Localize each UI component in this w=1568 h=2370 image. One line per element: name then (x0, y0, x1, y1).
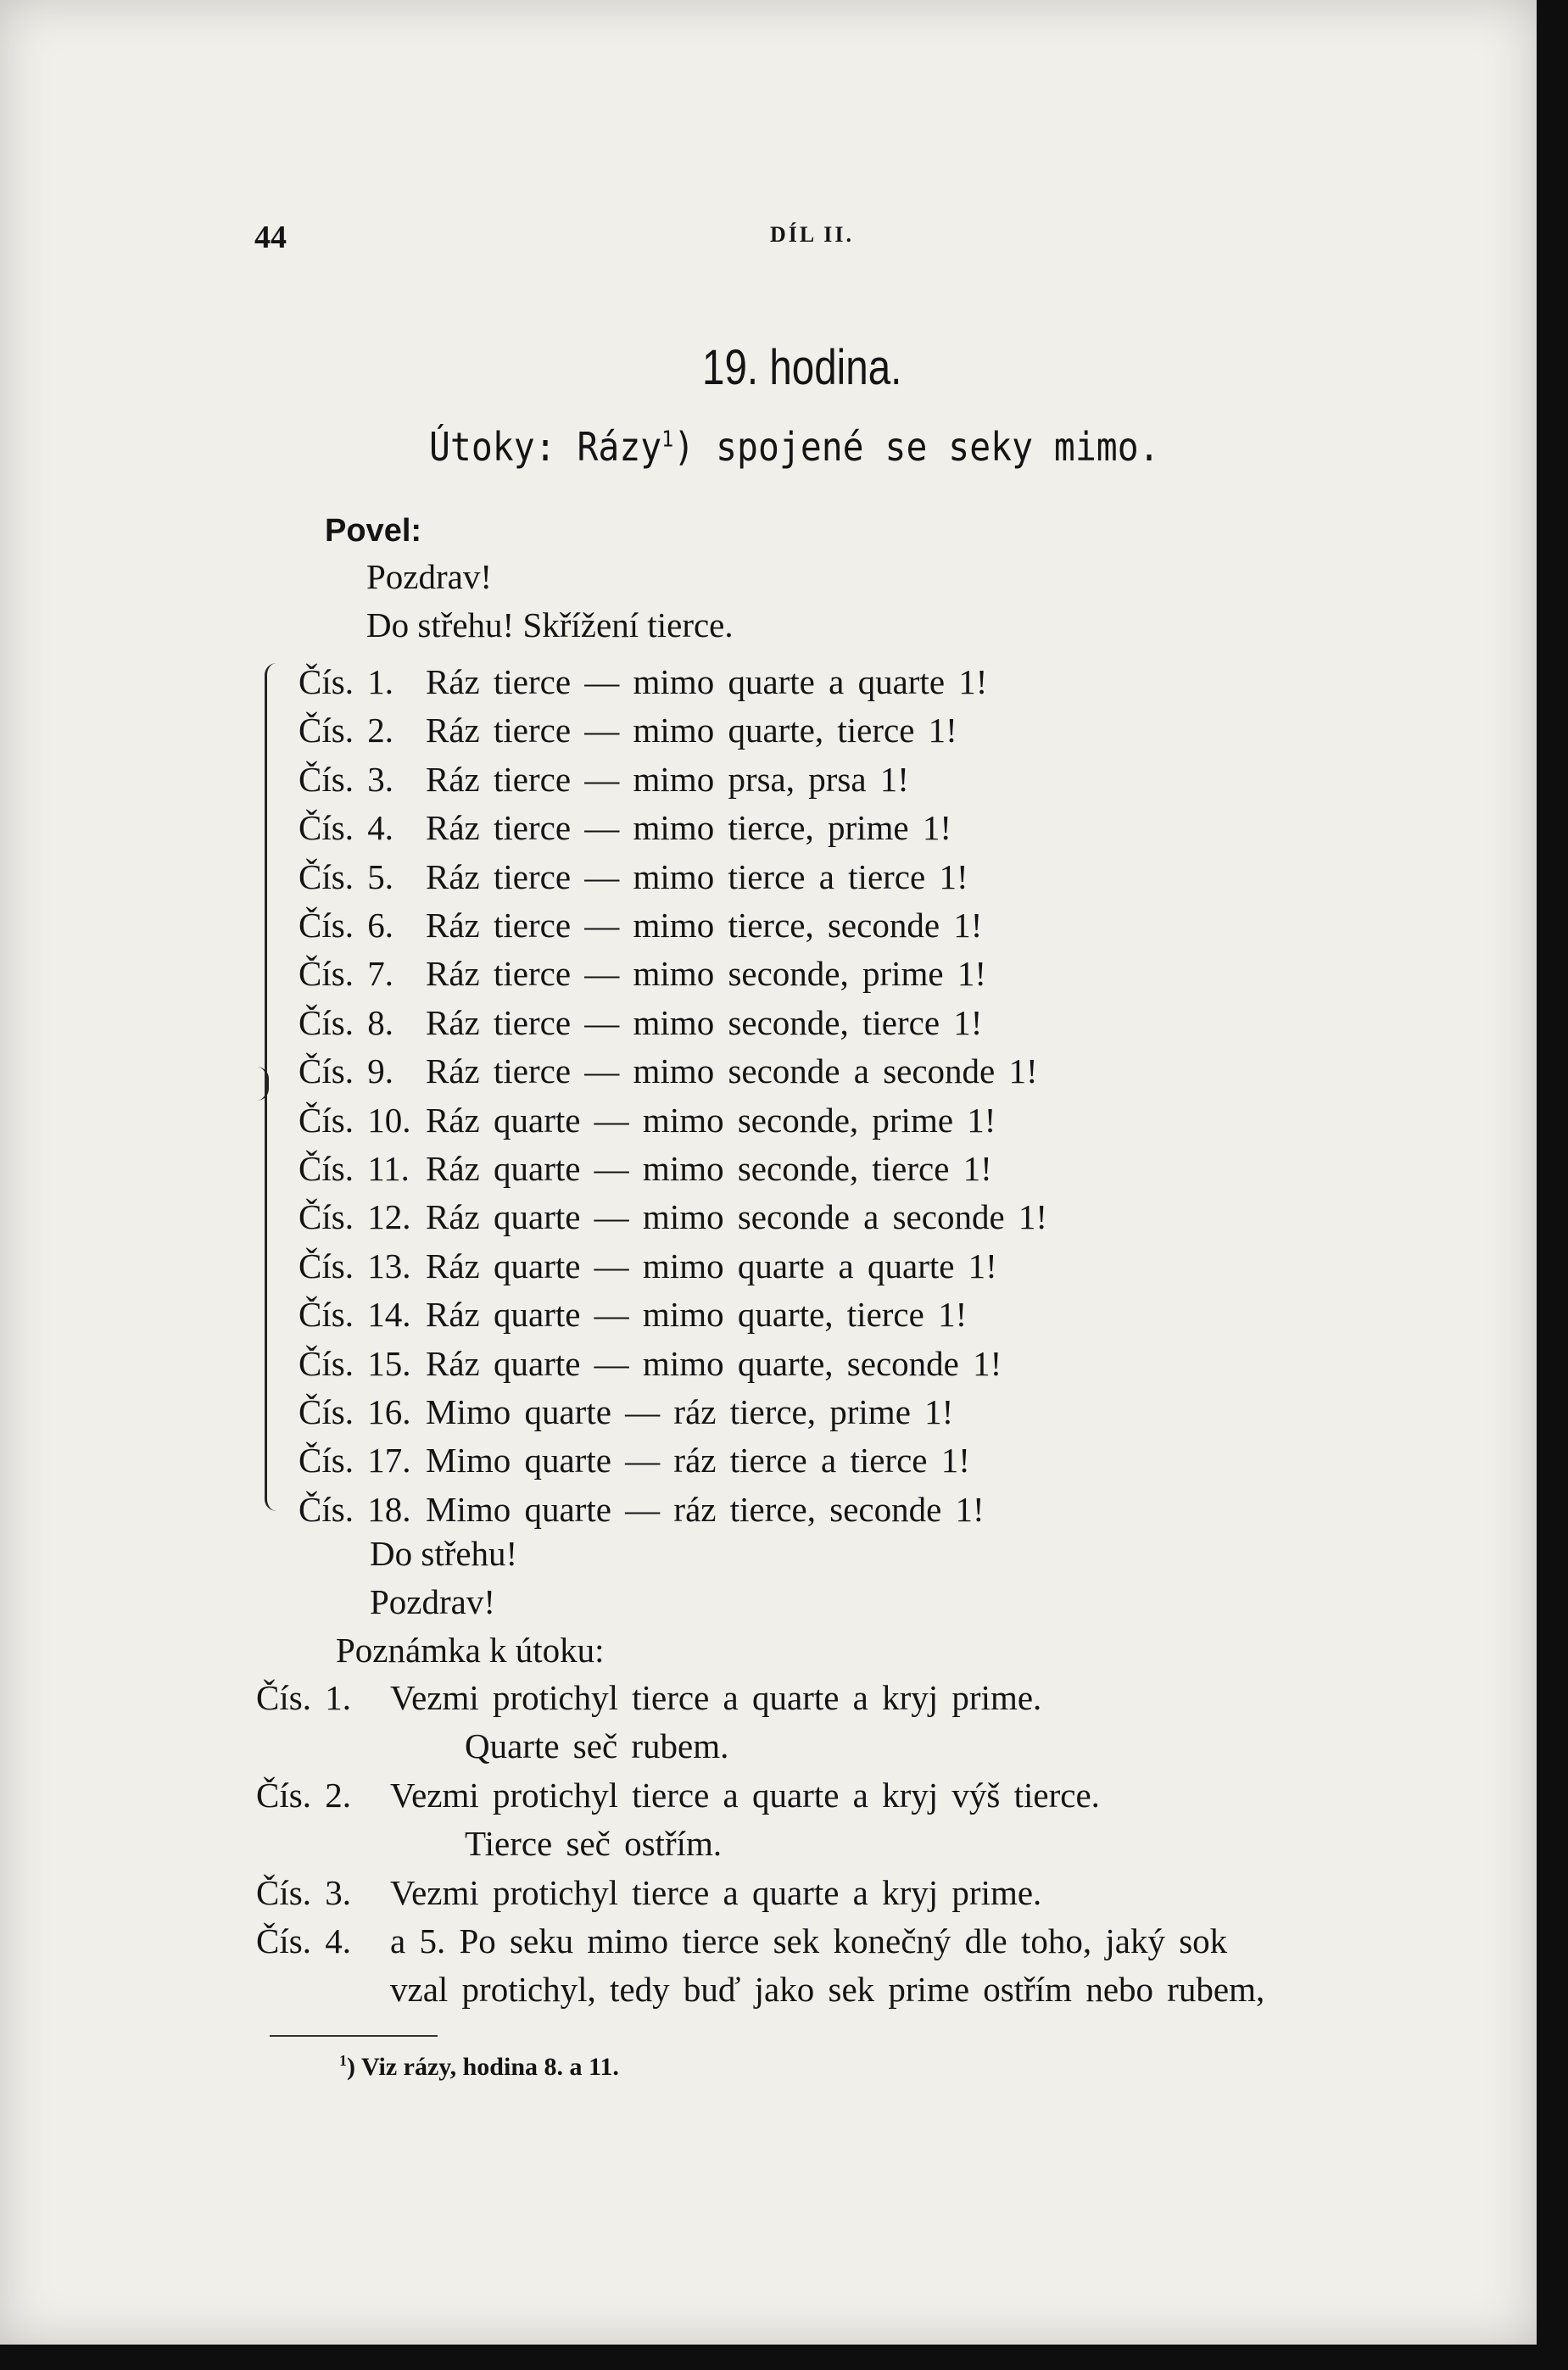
command-row (299, 759, 909, 800)
command-text: Ráz quarte — mimo quarte, seconde 1! (426, 1343, 1002, 1383)
intro-line: Pozdrav! (366, 557, 493, 596)
command-text: Ráz tierce — mimo seconde a seconde 1! (426, 1051, 1038, 1091)
note-heading: Poznámka k útoku: (336, 1631, 605, 1670)
note-continuation: Tierce seč ostřím. (465, 1824, 723, 1863)
command-text: Ráz quarte — mimo quarte, tierce 1! (426, 1295, 968, 1335)
command-text: Ráz tierce — mimo seconde, tierce 1! (426, 1002, 983, 1042)
command-text: Ráz tierce — mimo tierce, seconde 1! (426, 906, 983, 945)
command-row (299, 1246, 997, 1286)
subtitle-text-rest: ) spojené se seky mimo. (673, 424, 1160, 470)
page-number: 44 (254, 220, 287, 255)
command-row (299, 710, 957, 750)
command-number: Čís. 14. (299, 1295, 411, 1335)
command-number: Čís. 8. (299, 1002, 393, 1042)
note-label: Čís. 2. (256, 1776, 351, 1815)
note-text: Vezmi protichyl tierce a quarte a kryj prime. (390, 1678, 1042, 1717)
command-number: Čís. 5. (299, 856, 393, 896)
note-text: Vezmi protichyl tierce a quarte a kryj výš tierce. (390, 1776, 1100, 1815)
note-continuation: Quarte seč rubem. (465, 1726, 729, 1765)
scan-edge-right (1537, 0, 1568, 2370)
note-label: Čís. 1. (256, 1678, 351, 1717)
command-text: Mimo quarte — ráz tierce, seconde 1! (426, 1489, 985, 1529)
command-text: Ráz tierce — mimo tierce a tierce 1! (426, 856, 968, 896)
command-row (299, 1148, 992, 1189)
lesson-title: 19. hodina. (702, 340, 902, 395)
command-row (299, 1489, 985, 1530)
note-text: a 5. Po seku mimo tierce sek konečný dle toho, jaký sok (390, 1921, 1228, 1960)
scan-edge-bottom (0, 2345, 1568, 2370)
command-number: Čís. 2. (299, 711, 393, 750)
note-text: Vezmi protichyl tierce a quarte a kryj prime. (390, 1873, 1042, 1912)
command-text: Ráz tierce — mimo prsa, prsa 1! (426, 759, 909, 799)
command-heading: Povel: (325, 513, 422, 549)
command-row (299, 905, 982, 945)
command-row (299, 1002, 982, 1043)
command-number: Čís. 1. (299, 662, 393, 701)
closing-line: Pozdrav! (370, 1582, 496, 1621)
command-text: Ráz quarte — mimo seconde a seconde 1! (426, 1197, 1048, 1237)
intro-line: Do střehu! Skřížení tierce. (366, 605, 734, 644)
footnote (339, 2052, 619, 2082)
subtitle-text: Útoky: Rázy (429, 424, 662, 470)
command-row (299, 661, 987, 702)
footnote-text: ) Viz rázy, hodina 8. a 11. (347, 2053, 619, 2081)
footnote-ref: 1 (661, 427, 674, 453)
command-row (299, 953, 986, 994)
command-text: Ráz quarte — mimo seconde, tierce 1! (426, 1149, 992, 1188)
command-text: Ráz quarte — mimo quarte a quarte 1! (426, 1246, 997, 1285)
command-row (299, 1440, 970, 1481)
note-continuation: vzal protichyl, tedy buď jako sek prime ostřím nebo rubem, (390, 1970, 1265, 2009)
command-text: Mimo quarte — ráz tierce a tierce 1! (426, 1441, 970, 1481)
command-number: Čís. 17. (299, 1441, 411, 1481)
note-label: Čís. 4. (256, 1921, 351, 1960)
command-row (299, 856, 968, 897)
note-label: Čís. 3. (256, 1873, 351, 1912)
command-row (299, 1100, 996, 1140)
command-number: Čís. 18. (299, 1489, 411, 1529)
command-number: Čís. 3. (299, 759, 393, 799)
command-brace-tip (254, 1067, 269, 1101)
command-number: Čís. 7. (299, 954, 393, 994)
closing-line: Do střehu! (370, 1534, 518, 1573)
command-text: Mimo quarte — ráz tierce, prime 1! (426, 1392, 954, 1431)
running-head: DÍL II. (770, 222, 855, 247)
command-text: Ráz quarte — mimo seconde, prime 1! (426, 1100, 996, 1140)
footnote-mark: 1 (339, 2052, 347, 2069)
command-text: Ráz tierce — mimo quarte a quarte 1! (426, 662, 988, 701)
command-number: Čís. 15. (299, 1343, 411, 1383)
command-number: Čís. 11. (299, 1149, 410, 1188)
command-number: Čís. 4. (299, 808, 393, 848)
command-row (299, 1051, 1038, 1091)
command-text: Ráz tierce — mimo seconde, prime 1! (426, 954, 987, 994)
command-text: Ráz tierce — mimo tierce, prime 1! (426, 808, 952, 848)
command-row (299, 1196, 1047, 1237)
footnote-rule (270, 2035, 438, 2037)
command-number: Čís. 12. (299, 1197, 411, 1237)
command-row (299, 807, 951, 848)
command-row (299, 1391, 953, 1432)
lesson-subtitle (429, 424, 1160, 470)
command-number: Čís. 9. (299, 1051, 393, 1091)
command-row (299, 1294, 967, 1335)
command-number: Čís. 13. (299, 1246, 411, 1285)
command-text: Ráz tierce — mimo quarte, tierce 1! (426, 711, 957, 750)
command-row (299, 1343, 1002, 1384)
command-number: Čís. 10. (299, 1100, 411, 1140)
command-number: Čís. 6. (299, 906, 393, 945)
command-number: Čís. 16. (299, 1392, 411, 1431)
